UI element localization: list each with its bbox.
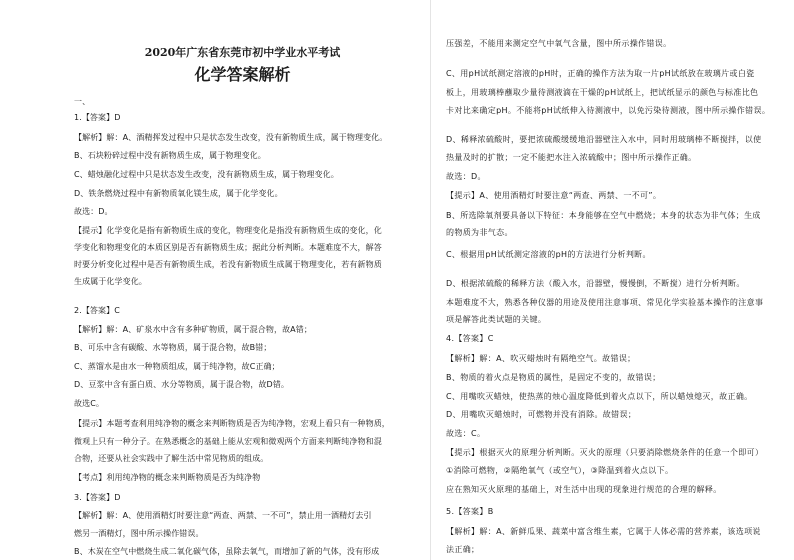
right-text-line: 【解析】解：A、新鲜瓜果、蔬菜中富含维生素，它属于人体必需的营养素，该选项说	[446, 527, 761, 536]
right-text-line: 【提示】根据灭火的原理分析判断。灭火的原理（只要消除燃烧条件的任意一个即可）	[446, 448, 764, 457]
left-text-line: 故选：D。	[74, 207, 113, 216]
left-text-line: 生成属于化学变化。	[74, 277, 147, 286]
left-text-line: 2.【答案】C	[74, 306, 120, 315]
left-text-line: 1.【答案】D	[74, 113, 121, 122]
left-text-line: 时要分析变化过程中是否有新物质生成，若没有新物质生成属于物理变化，若有新物质	[74, 260, 382, 269]
left-text-line: 【考点】利用纯净物的概念来判断物质是否为纯净物	[74, 473, 261, 482]
left-text-line: D、铁条燃烧过程中有新物质氧化镁生成，属于化学变化。	[74, 189, 283, 198]
right-text-line: 压强差，不能用来测定空气中氧气含量，图中所示操作错误。	[446, 39, 672, 48]
right-text-line: B、所选除氧剂要具备以下特征：本身能够在空气中燃烧；本身的状态为非气体；生成	[446, 211, 761, 220]
left-text-line: 燃另一酒精灯，图中所示操作错误。	[74, 529, 204, 538]
right-text-line: 卡对比来确定pH。不能将pH试纸伸入待测液中，以免污染待测液，图中所示操作错误。	[446, 106, 771, 115]
right-text-line: 热量及时的扩散；一定不能把水注入浓硫酸中；图中所示操作正确。	[446, 153, 697, 162]
right-text-line: D、根据浓硫酸的稀释方法（酸入水，沿器壁，慢慢倒，不断搅）进行分析判断。	[446, 279, 745, 288]
right-text-line: 4.【答案】C	[446, 334, 494, 343]
right-text-line: 应在熟知灭火原理的基础上，对生活中出现的现象进行规范的合理的解释。	[446, 485, 722, 494]
right-text-line: 项是解答此类试题的关键。	[446, 315, 547, 324]
left-text-line: 一、	[74, 97, 91, 106]
left-text-line: 3.【答案】D	[74, 493, 121, 502]
right-text-line: 【提示】A、使用酒精灯时要注意“两查、两禁、一不可”。	[446, 191, 662, 200]
left-text-line: 【解析】解：A、酒精挥发过程中只是状态发生改变，没有新物质生成，属于物理变化。	[74, 133, 388, 142]
right-text-line: C、用pH试纸测定溶液的pH时，正确的操作方法为取一片pH试纸放在玻璃片或白瓷	[446, 69, 755, 78]
right-text-line: C、用嘴吹灭蜡烛，使热蒸的烛心温度降低到着火点以下，所以蜡烛熄灭，故正确。	[446, 392, 753, 401]
right-text-line: D、用嘴吹灭蜡烛时，可燃物并没有消除。故错误；	[446, 410, 637, 419]
right-text-line: B、物质的着火点是物质的属性，是固定不变的，故错误；	[446, 373, 661, 382]
right-text-line: 的物质为非气态。	[446, 228, 513, 237]
right-text-line: 法正确；	[446, 545, 480, 554]
right-text-line: D、稀释浓硫酸时，要把浓硫酸缓缓地沿器壁注入水中，同时用玻璃棒不断搅拌，以使	[446, 135, 762, 144]
right-text-line: 故选：C。	[446, 429, 486, 438]
right-text-line: 本题难度不大，熟悉各种仪器的用途及使用注意事项、常见化学实验基本操作的注意事	[446, 298, 764, 307]
left-text-line: 【解析】解：A、矿泉水中含有多种矿物质，属于混合物，故A错；	[74, 325, 312, 334]
left-text-line: C、蜡烛融化过程中只是状态发生改变，没有新物质生成，属于物理变化。	[74, 170, 339, 179]
left-text-line: 【提示】本题考查利用纯净物的概念来判断物质是否为纯净物，宏观上看只有一种物质，	[74, 419, 390, 428]
left-text-line: 学变化和物理变化的本质区别是否有新物质生成；据此分析判断。本题难度不大，解答	[74, 243, 382, 252]
left-text-line: 合物，还要从社会实践中了解生活中常见物质的组成。	[74, 454, 269, 463]
right-text-line: C、根据用pH试纸测定溶液的pH的方法进行分析判断。	[446, 250, 651, 259]
left-text-line: 【解析】解：A、使用酒精灯时要注意“两查、两禁、一不可”，禁止用一酒精灯去引	[74, 511, 372, 520]
document-title: 化学答案解析	[194, 65, 291, 84]
left-text-line: B、石块粉碎过程中没有新物质生成，属于物理变化。	[74, 151, 266, 160]
left-text-line: C、蒸馏水是由水一种物质组成，属于纯净物，故C正确；	[74, 362, 280, 371]
left-text-line: 微观上只有一种分子。在熟悉概念的基础上能从宏观和微观两个方面来判断纯净物和混	[74, 437, 382, 446]
right-text-line: 故选：D。	[446, 172, 486, 181]
right-text-line: ①消除可燃物，②隔绝氧气（或空气），③降温到着火点以下。	[446, 466, 674, 475]
left-text-line: B、可乐中含有碳酸、水等物质，属于混合物，故B错；	[74, 343, 272, 352]
right-text-line: 板上，用玻璃棒蘸取少量待测液滴在干燥的pH试纸上，把试纸显示的颜色与标准比色	[446, 88, 759, 97]
page-fold	[430, 0, 431, 560]
exam-title: 2020年广东省东莞市初中学业水平考试	[144, 46, 341, 59]
left-text-line: 故选C。	[74, 399, 104, 408]
right-text-line: 【解析】解：A、吹灭蜡烛时有隔绝空气。故错误；	[446, 354, 636, 363]
right-text-line: 5.【答案】B	[446, 507, 494, 516]
left-text-line: 【提示】化学变化是指有新物质生成的变化，物理变化是指没有新物质生成的变化，化	[74, 226, 382, 235]
left-text-line: B、木炭在空气中燃烧生成二氧化碳气体，虽除去氧气，而增加了新的气体，没有形成	[74, 547, 380, 556]
left-text-line: D、豆浆中含有蛋白质、水分等物质，属于混合物，故D错。	[74, 380, 290, 389]
